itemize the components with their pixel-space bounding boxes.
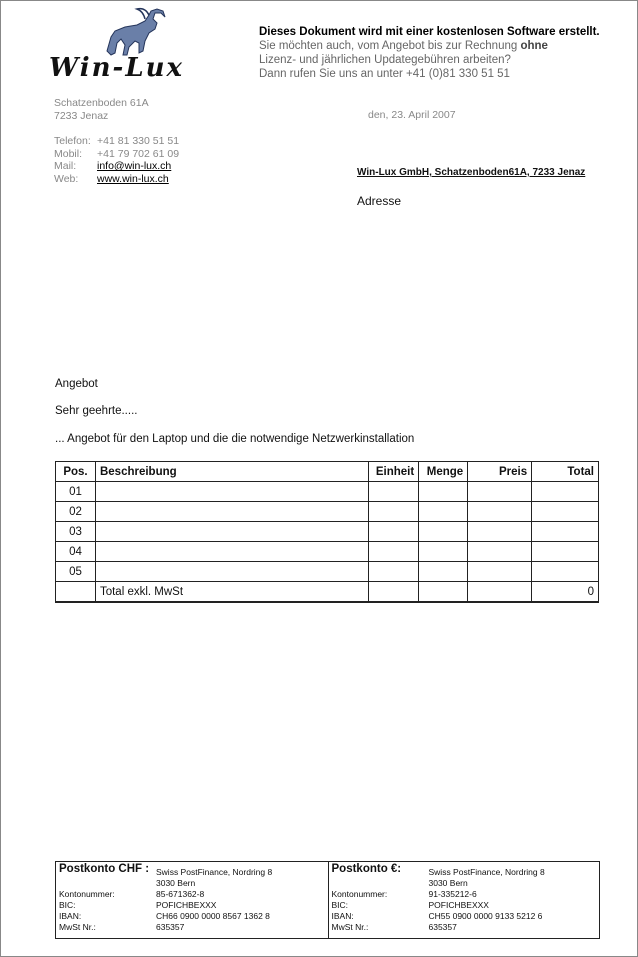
cell[interactable] — [369, 482, 419, 502]
eur-kontonummer: 91-335212-6 — [428, 889, 477, 899]
cell[interactable] — [419, 502, 468, 522]
cell[interactable] — [532, 502, 599, 522]
table-row — [56, 562, 599, 582]
pos-cell: 04 — [56, 542, 96, 562]
col-header-einheit: Einheit — [369, 462, 419, 482]
promo-line-4: Dann rufen Sie uns an unter +41 (0)81 330 51 51 — [259, 68, 510, 80]
phone-label: Telefon: — [54, 135, 91, 147]
cell[interactable] — [468, 502, 532, 522]
cell[interactable] — [468, 562, 532, 582]
promo-line-2: Sie möchten auch, vom Angebot bis zur Rechnung ohne — [259, 40, 548, 52]
salutation: Sehr geehrte..... — [55, 405, 138, 417]
pos-cell: 03 — [56, 522, 96, 542]
chf-city: 3030 Bern — [156, 878, 196, 888]
letter-date: den, 23. April 2007 — [368, 109, 456, 121]
chf-bic: POFICHBEXXX — [156, 900, 217, 910]
cell[interactable] — [532, 562, 599, 582]
cell[interactable] — [95, 542, 368, 562]
mail-link[interactable]: info@win-lux.ch — [97, 160, 172, 172]
cell[interactable] — [95, 522, 368, 542]
eur-title: Postkonto €: — [331, 863, 402, 875]
table-row — [56, 482, 599, 502]
total-value: 0 — [532, 582, 599, 603]
chf-mwst: 635357 — [156, 922, 185, 932]
eur-bank: Swiss PostFinance, Nordring 8 — [428, 867, 545, 877]
col-header-beschreibung: Beschreibung — [95, 462, 368, 482]
cell[interactable] — [419, 482, 468, 502]
col-header-pos: Pos. — [56, 462, 96, 482]
cell[interactable] — [468, 542, 532, 562]
sender-return-line: Win-Lux GmbH, Schatzenboden61A, 7233 Jenaz — [357, 167, 586, 178]
chf-iban: CH66 0900 0000 8567 1362 8 — [156, 911, 270, 921]
company-logo — [45, 7, 205, 85]
cell[interactable] — [369, 502, 419, 522]
sender-street: Schatzenboden 61A — [54, 97, 149, 109]
cell[interactable] — [95, 502, 368, 522]
chf-bank: Swiss PostFinance, Nordring 8 — [156, 867, 273, 877]
chf-account: Postkonto CHF : Swiss PostFinance, Nordring 8 3030 Bern Kontonummer: 85-671362-8 BIC: POFICHBEXXX IBAN: CH66 0900 0000 8567 1362 8 MwSt Nr.: 635357 — [56, 862, 328, 938]
cell — [56, 582, 96, 603]
table-header-row — [56, 462, 599, 482]
eur-iban: CH55 0900 0000 9133 5212 6 — [428, 911, 543, 921]
col-header-total: Total — [532, 462, 599, 482]
recipient-address: Adresse — [357, 194, 402, 208]
cell — [419, 582, 468, 603]
cell[interactable] — [468, 482, 532, 502]
total-row — [56, 582, 599, 603]
eur-mwst: 635357 — [428, 922, 457, 932]
eur-city: 3030 Bern — [428, 878, 468, 888]
chf-title: Postkonto CHF : — [59, 863, 150, 875]
cell[interactable] — [532, 522, 599, 542]
cell[interactable] — [369, 522, 419, 542]
cell[interactable] — [419, 542, 468, 562]
cell[interactable] — [369, 562, 419, 582]
table-row — [56, 542, 599, 562]
cell[interactable] — [95, 562, 368, 582]
cell[interactable] — [419, 522, 468, 542]
eur-bic: POFICHBEXXX — [428, 900, 489, 910]
phone-value: +41 81 330 51 51 — [97, 135, 180, 147]
contact-block — [54, 135, 179, 185]
pos-cell: 05 — [56, 562, 96, 582]
promo-line-1: Dieses Dokument wird mit einer kostenlosen Software erstellt. — [259, 26, 600, 38]
total-label: Total exkl. MwSt — [95, 582, 368, 603]
web-link[interactable]: www.win-lux.ch — [97, 172, 169, 185]
promo-block — [259, 25, 600, 81]
promo-line-3: Lizenz- und jährlichen Updategebühren arbeiten? — [259, 54, 511, 66]
chf-kontonummer: 85-671362-8 — [156, 889, 205, 899]
pos-cell: 02 — [56, 502, 96, 522]
subject-line: Angebot — [55, 378, 98, 390]
mobile-value: +41 79 702 61 09 — [97, 147, 180, 160]
cell[interactable] — [468, 522, 532, 542]
col-header-preis: Preis — [468, 462, 532, 482]
cell — [369, 582, 419, 603]
cell[interactable] — [419, 562, 468, 582]
sender-city: 7233 Jenaz — [54, 109, 109, 122]
cell[interactable] — [95, 482, 368, 502]
table-row — [56, 502, 599, 522]
cell[interactable] — [532, 482, 599, 502]
bank-footer — [55, 861, 600, 939]
mobile-label: Mobil: — [54, 147, 83, 160]
eur-account: Postkonto €: Swiss PostFinance, Nordring 8 3030 Bern Kontonummer: 91-335212-6 BIC: POFICHBEXXX IBAN: CH55 0900 0000 9133 5212 6 MwSt Nr.: 635357 — [328, 862, 600, 938]
table-row — [56, 522, 599, 542]
sender-address — [54, 97, 149, 122]
cell[interactable] — [369, 542, 419, 562]
items-table — [55, 461, 599, 603]
intro-text: ... Angebot für den Laptop und die die notwendige Netzwerkinstallation — [55, 433, 415, 445]
web-label: Web: — [54, 172, 79, 185]
cell — [468, 582, 532, 603]
cell[interactable] — [532, 542, 599, 562]
mail-label: Mail: — [54, 160, 77, 172]
logo-wordmark: Win-Lux — [49, 53, 184, 83]
pos-cell: 01 — [56, 482, 96, 502]
col-header-menge: Menge — [419, 462, 468, 482]
